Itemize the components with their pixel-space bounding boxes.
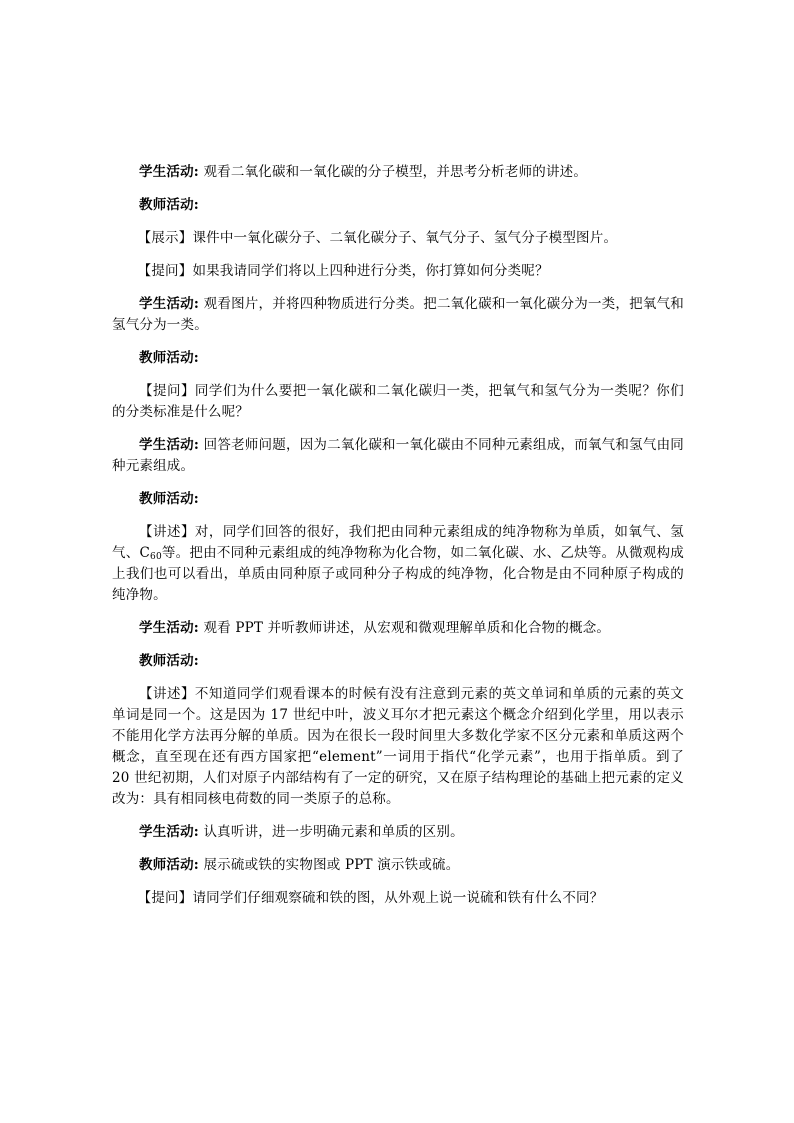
paragraph-teacher-activity-5 [112,855,684,876]
paragraph-question-2 [112,381,684,423]
paragraph-teacher-activity-2 [112,348,684,369]
paragraph-student-activity-3 [112,435,684,477]
paragraph-teacher-activity-4 [112,651,684,672]
paragraph-text: 回答老师问题，因为二氧化碳和一氧化碳由不同种元素组成，而氧气和氢气由同种元素组成。 [112,437,684,474]
role-label: 教师活动: [139,857,199,873]
paragraph-text: 【提问】请同学们仔细观察硫和铁的图，从外观上说一说硫和铁有什么不同？ [137,890,604,906]
role-label: 学生活动: [139,620,199,636]
role-label: 学生活动: [139,296,200,312]
subscript: 60 [150,552,162,562]
paragraph-text: 【提问】同学们为什么要把一氧化碳和二氧化碳归一类，把氧气和氢气分为一类呢？你们的分类标准是什么呢？ [112,383,684,420]
paragraph-text: 【讲述】对，同学们回答的很好，我们把由同种元素组成的纯净物称为单质，如氧气、氢气、C [112,524,684,561]
paragraph-question-1 [112,261,684,282]
paragraph-text: 认真听讲，进一步明确元素和单质的区别。 [198,824,464,840]
role-label: 教师活动: [139,491,199,507]
document-body [112,162,684,921]
paragraph-text: 【讲述】不知道同学们观看课本的时候有没有注意到元素的英文单词和单质的元素的英文单词是同一个。这是因为 17 世纪中叶，波义耳尔才把元素这个概念介绍到化学里，用以表示不能用化学方法再分解的单质。因为在很长一段时间里大多数化学家不区分元素和单质这两个概念，直至现在还有西方国家把“element”一词用于指代“化学元素”，也用于指单质。到了 20 世纪初期，人们对原子内部结构有了一定的研究，又在原子结构理论的基础上把元素的定义改为：具有相同核电荷数的同一类原子的总称。 [112,686,684,807]
paragraph-question-3 [112,888,684,909]
paragraph-text: 观看二氧化碳和一氧化碳的分子模型，并思考分析老师的讲述。 [198,164,588,180]
paragraph-explanation-1 [112,522,684,606]
paragraph-student-activity-4 [112,618,684,639]
paragraph-text: 【展示】课件中一氧化碳分子、二氧化碳分子、氧气分子、氢气分子模型图片。 [137,230,618,246]
paragraph-display [112,228,684,249]
paragraph-text: 等。把由不同种元素组成的纯净物称为化合物，如二氧化碳、水、乙炔等。从微观构成上我们也可以看出，单质由同种原子或同种分子构成的纯净物，化合物是由不同种原子构成的纯净物。 [112,545,684,603]
paragraph-text: 观看图片，并将四种物质进行分类。把二氧化碳和一氧化碳分为一类，把氧气和氢气分为一类。 [112,296,684,333]
role-label: 学生活动: [139,437,200,453]
paragraph-text: 【提问】如果我请同学们将以上四种进行分类，你打算如何分类呢？ [137,263,549,279]
role-label: 教师活动: [139,350,199,366]
paragraph-explanation-2 [112,684,684,810]
paragraph-student-activity-1 [112,162,684,183]
paragraph-teacher-activity-1 [112,195,684,216]
role-label: 学生活动: [139,824,199,840]
paragraph-student-activity-2 [112,294,684,336]
role-label: 教师活动: [139,653,199,669]
role-label: 学生活动: [139,164,199,180]
paragraph-text: 展示硫或铁的实物图或 PPT 演示铁或硫。 [198,857,460,873]
paragraph-teacher-activity-3 [112,489,684,510]
paragraph-text: 观看 PPT 并听教师讲述，从宏观和微观理解单质和化合物的概念。 [198,620,611,636]
role-label: 教师活动: [139,197,199,213]
paragraph-student-activity-5 [112,822,684,843]
